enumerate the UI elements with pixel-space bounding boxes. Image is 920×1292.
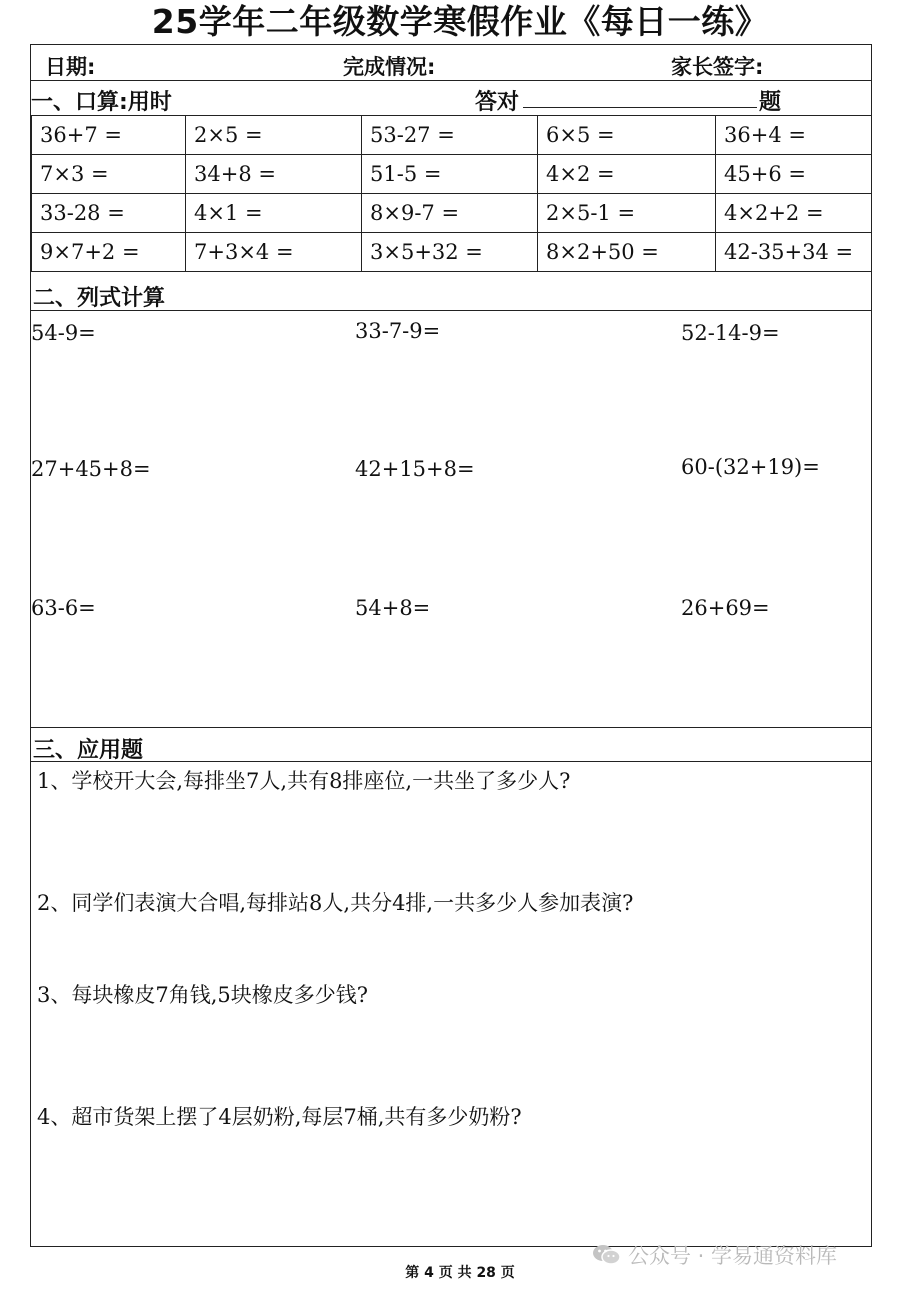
section-1-title: 一、口算:用时 — [31, 90, 172, 115]
grid-cell: 45+6 = — [716, 155, 872, 194]
table-row — [32, 155, 872, 194]
worksheet-title: 25学年二年级数学寒假作业《每日一练》 — [151, 2, 769, 41]
section-2-heading: 二、列式计算 — [33, 286, 166, 311]
table-row — [32, 194, 872, 233]
expression: 26+69= — [681, 596, 770, 620]
table-row — [32, 233, 872, 272]
grid-cell: 4×2+2 = — [716, 194, 872, 233]
expression: 54+8= — [355, 596, 431, 620]
word-problem: 3、每块橡皮7角钱,5块橡皮多少钱? — [37, 983, 369, 1007]
divider — [31, 80, 871, 81]
correct-label: 答对 — [475, 90, 520, 115]
page-number: 第 4 页 共 28 页 — [405, 1265, 515, 1281]
word-problem: 4、超市货架上摆了4层奶粉,每层7桶,共有多少奶粉? — [37, 1105, 522, 1129]
expression: 42+15+8= — [355, 457, 475, 481]
time-blank — [172, 93, 394, 116]
expression: 60-(32+19)= — [681, 455, 820, 479]
divider — [31, 727, 871, 728]
completion-label: 完成情况: — [343, 55, 436, 79]
grid-cell: 53-27 = — [362, 116, 538, 155]
grid-cell: 2×5-1 = — [538, 194, 716, 233]
grid-cell: 51-5 = — [362, 155, 538, 194]
grid-cell: 36+4 = — [716, 116, 872, 155]
expression: 63-6= — [31, 596, 96, 620]
info-row — [31, 45, 871, 81]
section-1-heading — [31, 85, 871, 116]
grid-cell: 8×9-7 = — [362, 194, 538, 233]
grid-cell: 6×5 = — [538, 116, 716, 155]
divider — [31, 761, 871, 762]
section-3-heading: 三、应用题 — [33, 738, 144, 763]
parent-sign-label: 家长签字: — [671, 55, 764, 79]
divider — [31, 310, 871, 311]
grid-cell: 3×5+32 = — [362, 233, 538, 272]
correct-blank — [523, 85, 757, 108]
grid-cell: 36+7 = — [32, 116, 186, 155]
date-label: 日期: — [45, 55, 96, 79]
grid-cell: 7×3 = — [32, 155, 186, 194]
expression: 52-14-9= — [681, 321, 780, 345]
grid-cell: 2×5 = — [186, 116, 362, 155]
word-problem: 1、学校开大会,每排坐7人,共有8排座位,一共坐了多少人? — [37, 769, 571, 793]
grid-cell: 8×2+50 = — [538, 233, 716, 272]
table-row — [32, 116, 872, 155]
word-problem: 2、同学们表演大合唱,每排站8人,共分4排,一共多少人参加表演? — [37, 891, 634, 915]
grid-cell: 7+3×4 = — [186, 233, 362, 272]
worksheet-frame — [30, 44, 872, 1247]
watermark-text: 公众号 · 学易通资料库 — [628, 1244, 838, 1268]
grid-cell: 42-35+34 = — [716, 233, 872, 272]
grid-cell: 4×1 = — [186, 194, 362, 233]
expression: 54-9= — [31, 321, 96, 345]
grid-cell: 9×7+2 = — [32, 233, 186, 272]
mental-math-grid — [31, 115, 872, 272]
expression: 33-7-9= — [355, 319, 441, 343]
grid-cell: 34+8 = — [186, 155, 362, 194]
expression: 27+45+8= — [31, 457, 151, 481]
questions-unit: 题 — [759, 90, 782, 115]
grid-cell: 4×2 = — [538, 155, 716, 194]
grid-cell: 33-28 = — [32, 194, 186, 233]
